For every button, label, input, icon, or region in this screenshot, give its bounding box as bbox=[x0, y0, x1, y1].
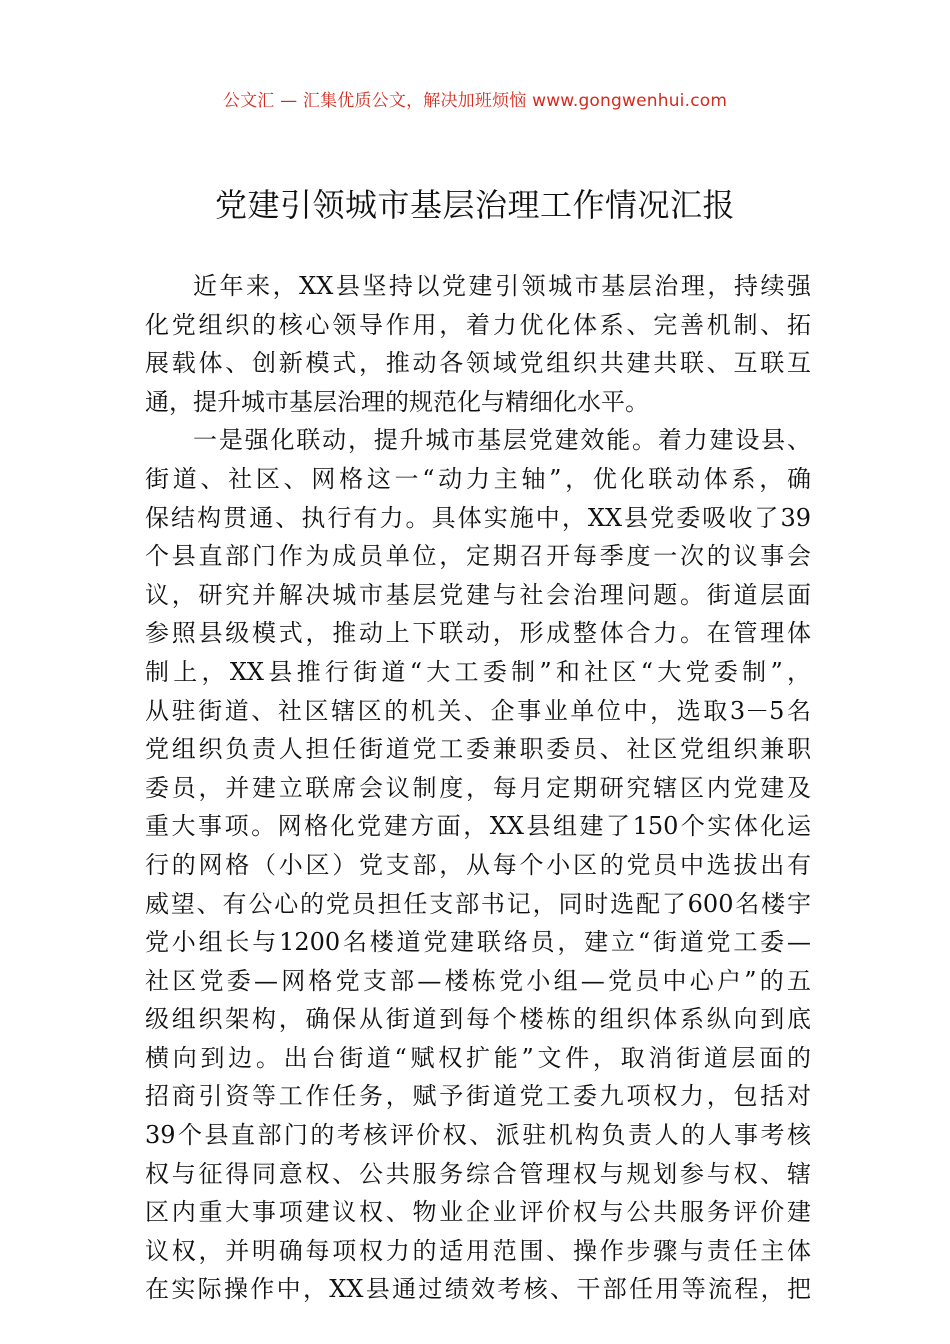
document-body bbox=[145, 267, 811, 1309]
paragraph-line: 一是强化联动，提升城市基层党建效能。着力建设县、 bbox=[193, 426, 811, 455]
site-banner: 公文汇 — 汇集优质公文，解决加班烦恼 www.gongwenhui.com bbox=[222, 91, 728, 111]
paragraph-line: 行的网格（小区）党支部，从每个小区的党员中选拔出有 bbox=[145, 850, 811, 879]
paragraph-line: 参照县级模式，推动上下联动，形成整体合力。在管理体 bbox=[145, 619, 811, 648]
paragraph-line: 议，研究并解决城市基层党建与社会治理问题。街道层面 bbox=[145, 580, 811, 609]
paragraph-line: 横向到边。出台街道“赋权扩能”文件，取消街道层面的 bbox=[145, 1043, 811, 1072]
paragraph-line: 议权，并明确每项权力的适用范围、操作步骤与责任主体 bbox=[145, 1236, 811, 1265]
paragraph-line: 重大事项。网格化党建方面，XX县组建了150个实体化运 bbox=[145, 812, 811, 841]
paragraph-line: 级组织架构，确保从街道到每个楼栋的组织体系纵向到底 bbox=[145, 1005, 811, 1034]
paragraph-line: 区内重大事项建议权、物业企业评价权与公共服务评价建 bbox=[145, 1198, 811, 1227]
paragraph-line: 制上，XX县推行街道“大工委制”和社区“大党委制”， bbox=[145, 657, 811, 686]
paragraph-line: 从驻街道、社区辖区的机关、企事业单位中，选取3－5名 bbox=[145, 696, 811, 725]
paragraph-line: 街道、社区、网格这一“动力主轴”，优化联动体系，确 bbox=[145, 464, 811, 493]
document-title: 党建引领城市基层治理工作情况汇报 bbox=[214, 186, 735, 224]
paragraph-line: 招商引资等工作任务，赋予街道党工委九项权力，包括对 bbox=[145, 1082, 811, 1111]
paragraph-line: 化党组织的核心领导作用，着力优化体系、完善机制、拓 bbox=[145, 310, 811, 339]
paragraph-line: 委员，并建立联席会议制度，每月定期研究辖区内党建及 bbox=[145, 773, 811, 802]
paragraph-line: 社区党委—网格党支部—楼栋党小组—党员中心户”的五 bbox=[145, 966, 811, 995]
paragraph-line: 权与征得同意权、公共服务综合管理权与规划参与权、辖 bbox=[145, 1159, 811, 1188]
paragraph-line: 通，提升城市基层治理的规范化与精细化水平。 bbox=[145, 387, 649, 416]
paragraph-line: 展载体、创新模式，推动各领域党组织共建共联、互联互 bbox=[145, 349, 811, 378]
paragraph-line: 党小组长与1200名楼道党建联络员，建立“街道党工委— bbox=[145, 928, 811, 957]
paragraph-line: 在实际操作中，XX县通过绩效考核、干部任用等流程，把 bbox=[145, 1275, 811, 1304]
paragraph-line: 保结构贯通、执行有力。具体实施中，XX县党委吸收了39 bbox=[145, 503, 811, 532]
paragraph-line: 39个县直部门的考核评价权、派驻机构负责人的人事考核 bbox=[145, 1121, 811, 1150]
paragraph-line: 威望、有公心的党员担任支部书记，同时选配了600名楼宇 bbox=[145, 889, 811, 918]
paragraph-line: 近年来，XX县坚持以党建引领城市基层治理，持续强 bbox=[193, 272, 811, 300]
paragraph-line: 个县直部门作为成员单位，定期召开每季度一次的议事会 bbox=[145, 542, 811, 571]
paragraph-line: 党组织负责人担任街道党工委兼职委员、社区党组织兼职 bbox=[145, 735, 811, 764]
